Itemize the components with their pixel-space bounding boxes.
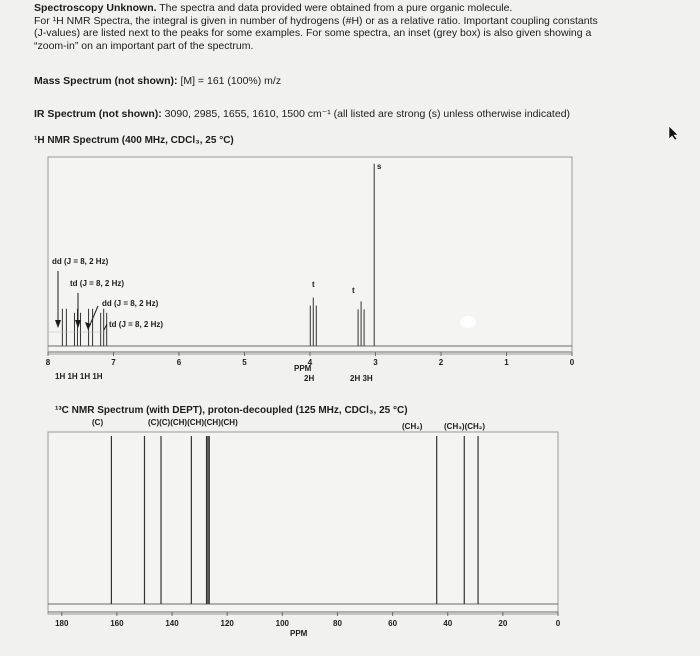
h-annot-dd1: dd (J = 8, 2 Hz) <box>52 257 109 266</box>
h-annot-td1: td (J = 8, 2 Hz) <box>70 279 125 288</box>
intro-line-1-rest: The spectra and data provided were obtained from a pure organic molecule. <box>156 2 513 14</box>
h-tick-label: 4 <box>307 358 313 367</box>
h-annot-dd2: dd (J = 8, 2 Hz) <box>102 299 159 308</box>
c-tick-label: 60 <box>388 619 398 628</box>
h-annot-t1: t <box>312 280 315 289</box>
mass-spectrum-value: [M] = 161 (100%) m/z <box>180 75 282 87</box>
c-nmr-ppm-label: PPM <box>290 629 308 638</box>
c-tick-label: 120 <box>220 619 234 628</box>
h-tick-label: 1 <box>504 358 509 367</box>
h-annot-td2: td (J = 8, 2 Hz) <box>109 320 164 329</box>
intro-line-3: (J-values) are listed next to the peaks for some examples. For some spectra, an inset (grey box) is also given showing a <box>34 27 592 39</box>
h-integral-2h-3h: 2H 3H <box>350 374 373 383</box>
mass-spectrum-label: Mass Spectrum (not shown): <box>34 75 178 87</box>
h-annot-t2: t <box>352 286 355 295</box>
h-annot-s: s <box>377 162 382 171</box>
h-integral-2h: 2H <box>304 374 315 383</box>
ir-spectrum-label: IR Spectrum (not shown): <box>34 108 162 120</box>
c-nmr-title: ¹³C NMR Spectrum (with DEPT), proton-decoupled (125 MHz, CDCl₃, 25 °C) <box>55 405 408 416</box>
h-tick-label: 2 <box>438 358 444 367</box>
h-integral-aromatic: 1H 1H 1H 1H <box>55 372 103 381</box>
c-dept-label-c: (C) <box>92 418 104 427</box>
c-tick-label: 40 <box>443 619 453 628</box>
h-nmr-title: ¹H NMR Spectrum (400 MHz, CDCl₃, 25 °C) <box>34 135 234 146</box>
intro-title: Spectroscopy Unknown. <box>34 2 157 14</box>
h-nmr-ppm-label: PPM <box>294 364 312 373</box>
h-tick-label: 8 <box>45 358 51 367</box>
h-tick-label: 5 <box>242 358 247 367</box>
c-dept-label-ch2: (CH₂) <box>402 422 423 431</box>
h-tick-label: 6 <box>176 358 182 367</box>
c-tick-label: 180 <box>55 619 69 628</box>
c-tick-label: 80 <box>333 619 342 628</box>
intro-line-2: For ¹H NMR Spectra, the integral is given in number of hydrogens (#H) or as a relative ratio. Important coupling constants <box>34 14 598 27</box>
intro-line-4: “zoom-in” on an important part of the spectrum. <box>34 39 254 52</box>
c-dept-label-ch3-ch2: (CH₃)(CH₂) <box>444 422 486 431</box>
h-tick-label: 0 <box>569 358 575 367</box>
ir-spectrum-value: 3090, 2985, 1655, 1610, 1500 cm⁻¹ (all listed are strong (s) unless otherwise indicated) <box>164 108 571 120</box>
c-tick-label: 100 <box>275 619 290 628</box>
c-tick-label: 0 <box>555 619 561 628</box>
glare-spot <box>460 316 476 328</box>
c-dept-label-aromatic: (C)(C)(CH)(CH)(CH)(CH) <box>148 418 238 427</box>
c-tick-label: 160 <box>110 619 124 628</box>
c-tick-label: 140 <box>165 619 179 628</box>
c-tick-label: 20 <box>498 619 508 628</box>
h-tick-label: 7 <box>111 358 116 367</box>
mouse-cursor-icon <box>667 125 681 141</box>
h-tick-label: 3 <box>373 358 378 367</box>
